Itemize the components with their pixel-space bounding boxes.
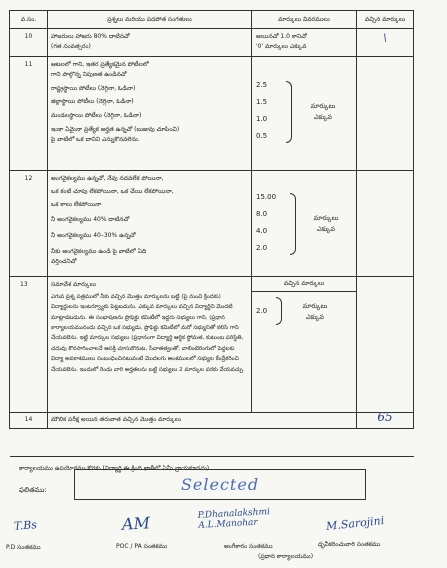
row-number: 12 bbox=[10, 171, 48, 277]
row-marks-given bbox=[357, 410, 414, 429]
brace-label-line: మార్కులు bbox=[302, 302, 328, 310]
header-description: ప్రశ్నలు మరియు పదపోత సంగతులు bbox=[48, 11, 252, 29]
marks-option: 8.0 bbox=[256, 210, 268, 218]
description-line: రాష్ట్రస్థాయి పోటీలు (నెగ్గినా, ఓడినా) bbox=[51, 84, 136, 92]
description-line: జిల్లాస్థాయి పోటీలు (నెగ్గినా, ఓడినా) bbox=[51, 98, 134, 106]
marks-option: 4.0 bbox=[256, 227, 268, 235]
header-no: వ.సం. bbox=[10, 11, 48, 29]
description-line: పై వాటిలో ఒక దానిని ఎన్నుకొనవలెను. bbox=[51, 135, 140, 143]
brace-label-line: ఎక్కువ bbox=[314, 113, 332, 121]
signature-approval: P.Dhanalakshmi A.L.Manohar bbox=[197, 507, 271, 531]
head-office-note: (ప్రధాన కార్యాలయము) bbox=[258, 553, 314, 560]
brace-mark bbox=[290, 193, 296, 255]
details-line: అయినచో 1.0 కానిచో bbox=[256, 33, 307, 40]
row-description bbox=[48, 171, 252, 277]
description-line: గాని పాల్గొన్న నిపుణత ఉండినచో bbox=[51, 70, 127, 78]
row-number: 10 bbox=[10, 29, 48, 57]
table-row bbox=[10, 29, 414, 57]
description-line: మౌలిక పరీక్ష అయిన తరువాత వచ్చిన మొత్తం మార్కులు bbox=[51, 416, 182, 423]
description-line: నీ అంగవైకల్యము 40–30% ఉన్నచో bbox=[51, 232, 136, 240]
marks-option: 2.5 bbox=[256, 81, 268, 89]
marks-option: 1.5 bbox=[256, 98, 268, 106]
row-number: 14 bbox=[10, 413, 48, 429]
description-line: ఒక కాలు లేకపోయినా bbox=[51, 200, 102, 208]
section-title: సమావేశ మార్కులు bbox=[51, 281, 96, 288]
description-line: నీ అంగవైకల్యము 40% దాటినచో bbox=[51, 216, 130, 224]
row-marks-details bbox=[252, 57, 357, 171]
marks-table bbox=[9, 10, 414, 429]
row-marks-given bbox=[357, 277, 414, 413]
signature-label: అంగీకారం సంతకము bbox=[224, 543, 273, 550]
signature-label: ధృవీకరించువారి సంతకము bbox=[318, 541, 381, 548]
marks-option: 1.0 bbox=[256, 115, 268, 123]
brace-label-line: మార్కులు bbox=[313, 214, 339, 222]
table-header-row bbox=[10, 11, 414, 29]
row-number: 11 bbox=[10, 57, 48, 171]
signature-poc: AM bbox=[121, 513, 151, 534]
description-line: (గత సంవత్సరం) bbox=[51, 42, 91, 50]
brace-label-line: మార్కులు bbox=[310, 102, 336, 110]
marks-option: 0.5 bbox=[256, 132, 268, 140]
signature-verifier: M.Sarojini bbox=[325, 513, 385, 534]
signature-pd: T.Bs bbox=[13, 518, 38, 533]
table-row bbox=[10, 57, 414, 171]
description-line: మండలస్థాయి పోటీలు (నెగ్గినా, ఓడినా) bbox=[51, 112, 142, 120]
marks-option: 2.0 bbox=[256, 244, 268, 252]
description-line: అంగవైకల్యము ఉన్నచో, నేవు నదవలేక పోయినా, bbox=[51, 175, 164, 182]
row-description bbox=[48, 57, 252, 171]
row-description bbox=[48, 277, 252, 413]
row-description bbox=[48, 29, 252, 57]
handwritten-mark: \ bbox=[383, 33, 387, 44]
row-number: 13 bbox=[10, 277, 48, 413]
row-marks-given bbox=[357, 29, 414, 57]
row-marks-details bbox=[252, 171, 357, 277]
row-description bbox=[48, 413, 357, 429]
result-value: Selected bbox=[180, 475, 260, 494]
table-row bbox=[10, 277, 414, 413]
row-marks-details bbox=[252, 277, 357, 413]
description-line: నీకు అంగవైకల్యము ఉండి పై వాటిలో ఏది bbox=[51, 247, 147, 255]
marks-option: 2.0 bbox=[256, 307, 268, 315]
divider bbox=[10, 456, 414, 457]
table-row bbox=[10, 171, 414, 277]
description-line: ఇంకా ఏమైనా ప్రత్యేక అర్హత ఉన్నచో (బుజువు చూపించి) bbox=[51, 125, 180, 133]
brace-label-line: ఎక్కువ bbox=[306, 313, 324, 321]
result-label: ఫలితము: bbox=[19, 486, 47, 494]
marks-option: 15.00 bbox=[256, 193, 277, 201]
header-marks-given: వచ్చిన మార్కులు bbox=[357, 11, 414, 29]
header-marks-details: మార్కులు వివరములు bbox=[252, 11, 357, 29]
result-box bbox=[74, 469, 366, 500]
description-line: ఒక కంటి చూపు లేకపోయినా, ఒక చేయి లేకపోయినా, bbox=[51, 187, 174, 195]
signature-label: POC / PA సంతకము bbox=[116, 543, 168, 550]
details-line: '0' మార్కులు ఎక్కువ bbox=[256, 42, 307, 50]
signature-label: P.D సంతకము bbox=[6, 544, 41, 551]
handwritten-total: 65 bbox=[377, 410, 393, 424]
row-marks-details bbox=[252, 29, 357, 57]
description-line: వర్తించనిచో bbox=[51, 257, 77, 265]
description-line: హాజరులు హాజరు 80% దాటినచో bbox=[51, 33, 130, 40]
brace-mark bbox=[286, 81, 292, 143]
brace-label-line: ఎక్కువ bbox=[317, 225, 335, 233]
details-sub-header: వచ్చిన మార్కులు bbox=[252, 277, 356, 292]
brace-mark bbox=[276, 297, 282, 325]
row-marks-given bbox=[357, 57, 414, 171]
description-line: ఆటలలో గాని, ఇతర ప్రత్యేకమైన పోటీలలో bbox=[51, 61, 149, 68]
table-row bbox=[10, 413, 414, 429]
office-use-note: కార్యాలయము ఉపయోగము కొరకు (విద్యార్థి ఈ క్రింది ఖాళీలో ఏమీ వ్రాయకూడదు). bbox=[19, 465, 212, 472]
section-paragraph: ఎగువ ప్రశ్న పత్రములో నీకు వచ్చిన మొత్తం మార్కులను బట్టి (పై నుంచి క్రిందకు) విద్యార్థులను ఇంటర్వ్యూకు పెట్టబడును. ఎక్కువ మార్కులు వచ్చిన విద్యార్థిని మొదటి మాట్లాడబడును. ఈ సంభాషణను ప్రొఫెక్టు కమిటీలో ఇద్దరు సభ్యులు గాని, (ప్రధాన కార్యాలయమునందు వచ్చిన ఒక సభ్యుడు, ప్రొఫెక్టు కమిటీలో మరో సభ్యునితో కలిసి గాని చేయవలెను. ఇట్టి మార్కుల సభ్యులు (ప్రధానంగా విద్యార్థి ఆర్థిక స్థోమత, కుటుంబ పరిస్థితి, చదువు కొనసాగించాలనే ఆసక్తి చూసుకొనుట, సేవాతత్వంతో, వాలింటెరింగులో పెద్దలకు విద్యా అవకాశములు సంబంధించినటువంటి మొదలగు అంశములలో సభ్యుల కేంద్రీకరించి చేయవలెను. ఇందులో రెండు వారి అర్హతలను బట్టి సభ్యులు 2 మార్కుల వరకు వేయవచ్చు. bbox=[51, 293, 245, 373]
row-marks-given bbox=[357, 171, 414, 277]
